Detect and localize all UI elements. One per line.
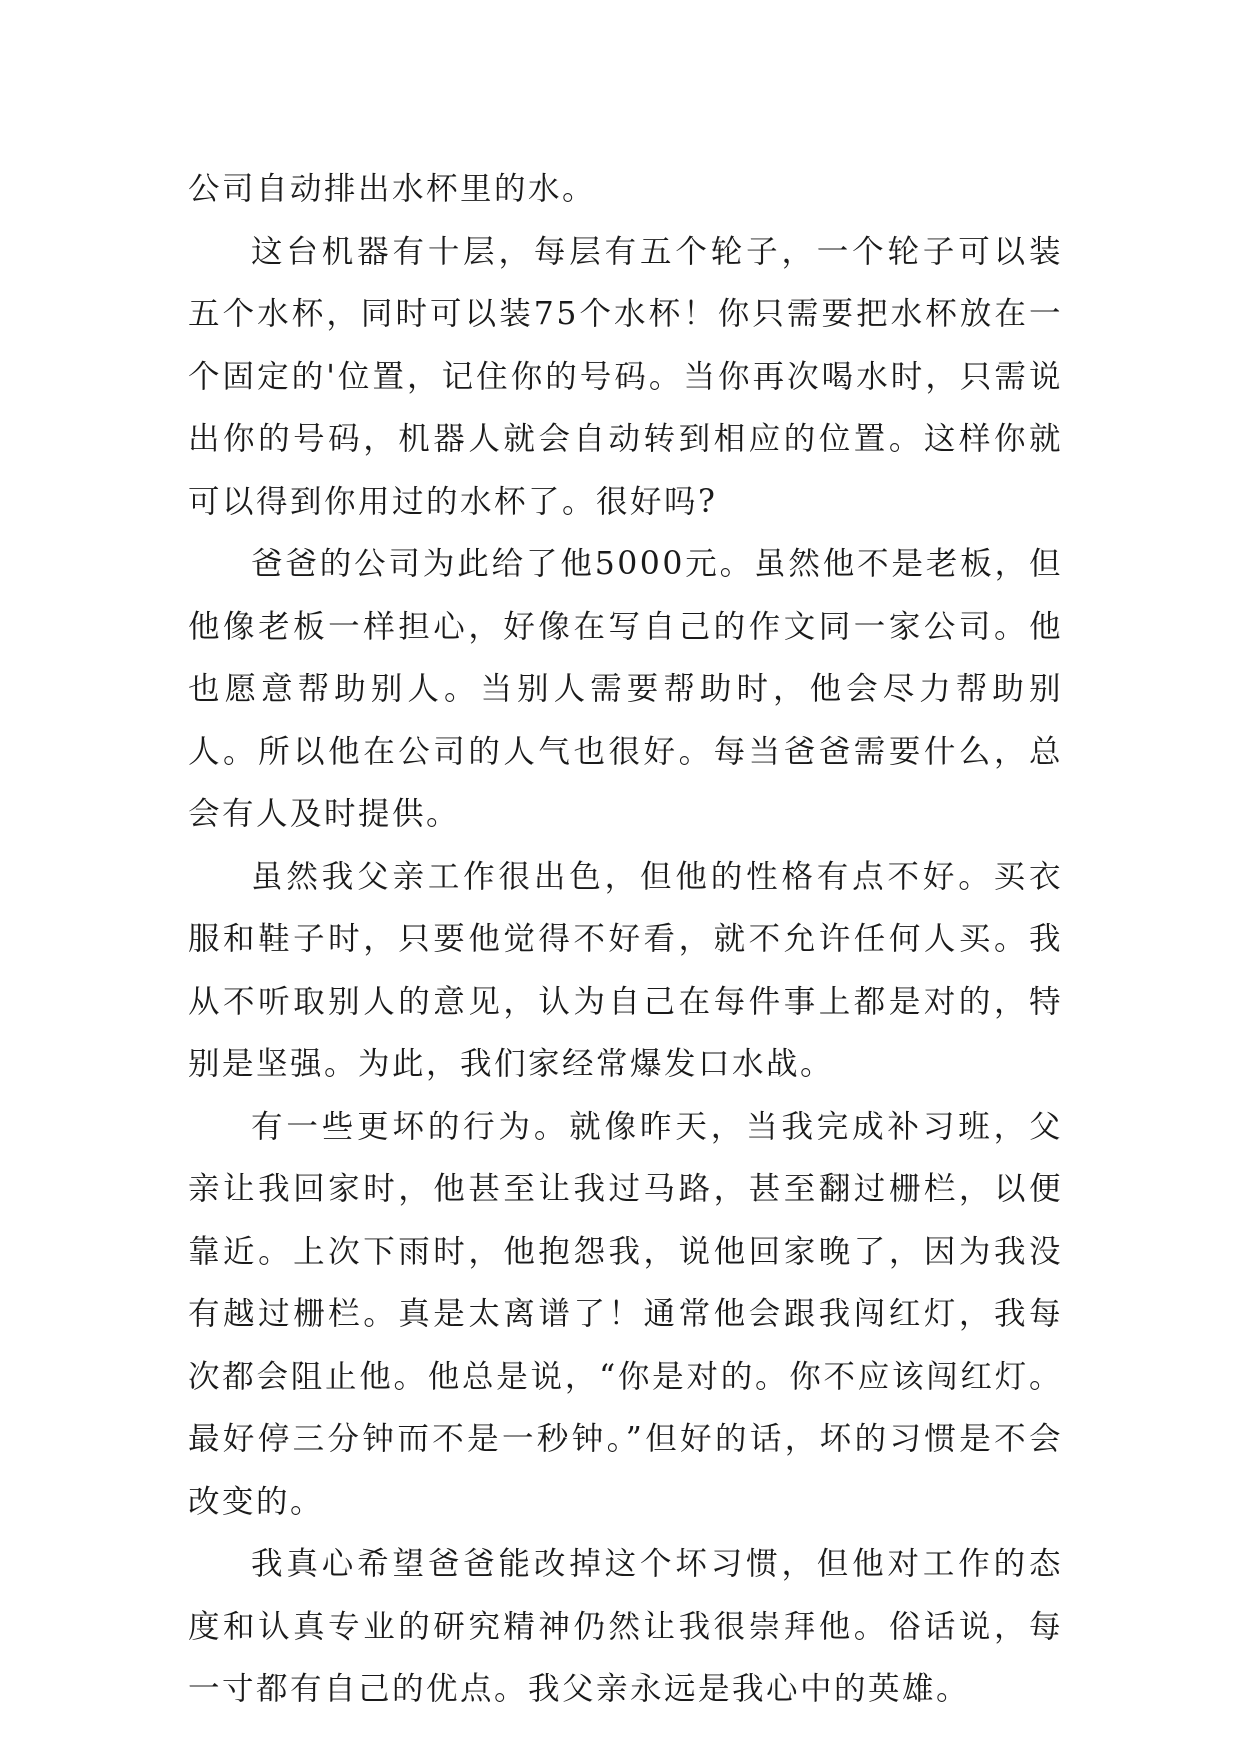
paragraph-conclusion: 我真心希望爸爸能改掉这个坏习惯，但他对工作的态度和认真专业的研究精神仍然让我很崇拜他。俗话说，每一寸都有自己的优点。我父亲永远是我心中的英雄。 (188, 1546, 1063, 1707)
paragraph-company-reward: 爸爸的公司为此给了他5000元。虽然他不是老板，但他像老板一样担心，好像在写自己的作文同一家公司。他也愿意帮助别人。当别人需要帮助时，他会尽力帮助别人。所以他在公司的人气也很好。每当爸爸需要什么，总会有人及时提供。 (188, 546, 1063, 832)
paragraph-continuation: 公司自动排出水杯里的水。 (188, 171, 597, 207)
body-text (188, 158, 1063, 1721)
paragraph-personality: 虽然我父亲工作很出色，但他的性格有点不好。买衣服和鞋子时，只要他觉得不好看，就不允许任何人买。我从不听取别人的意见，认为自己在每件事上都是对的，特别是坚强。为此，我们家经常爆发口水战。 (188, 858, 1063, 1082)
paragraph-water-machine: 这台机器有十层，每层有五个轮子，一个轮子可以装五个水杯，同时可以装75个水杯！你只需要把水杯放在一个固定的'位置，记住你的号码。当你再次喝水时，只需说出你的号码，机器人就会自动转到相应的位置。这样你就可以得到你用过的水杯了。很好吗? (188, 233, 1063, 520)
paragraph-bad-behavior: 有一些更坏的行为。就像昨天，当我完成补习班，父亲让我回家时，他甚至让我过马路，甚至翻过栅栏，以便靠近。上次下雨时，他抱怨我，说他回家晚了，因为我没有越过栅栏。真是太离谱了！通常他会跟我闯红灯，我每次都会阻止他。他总是说，“你是对的。你不应该闯红灯。最好停三分钟而不是一秒钟。”但好的话，坏的习惯是不会改变的。 (188, 1108, 1063, 1520)
